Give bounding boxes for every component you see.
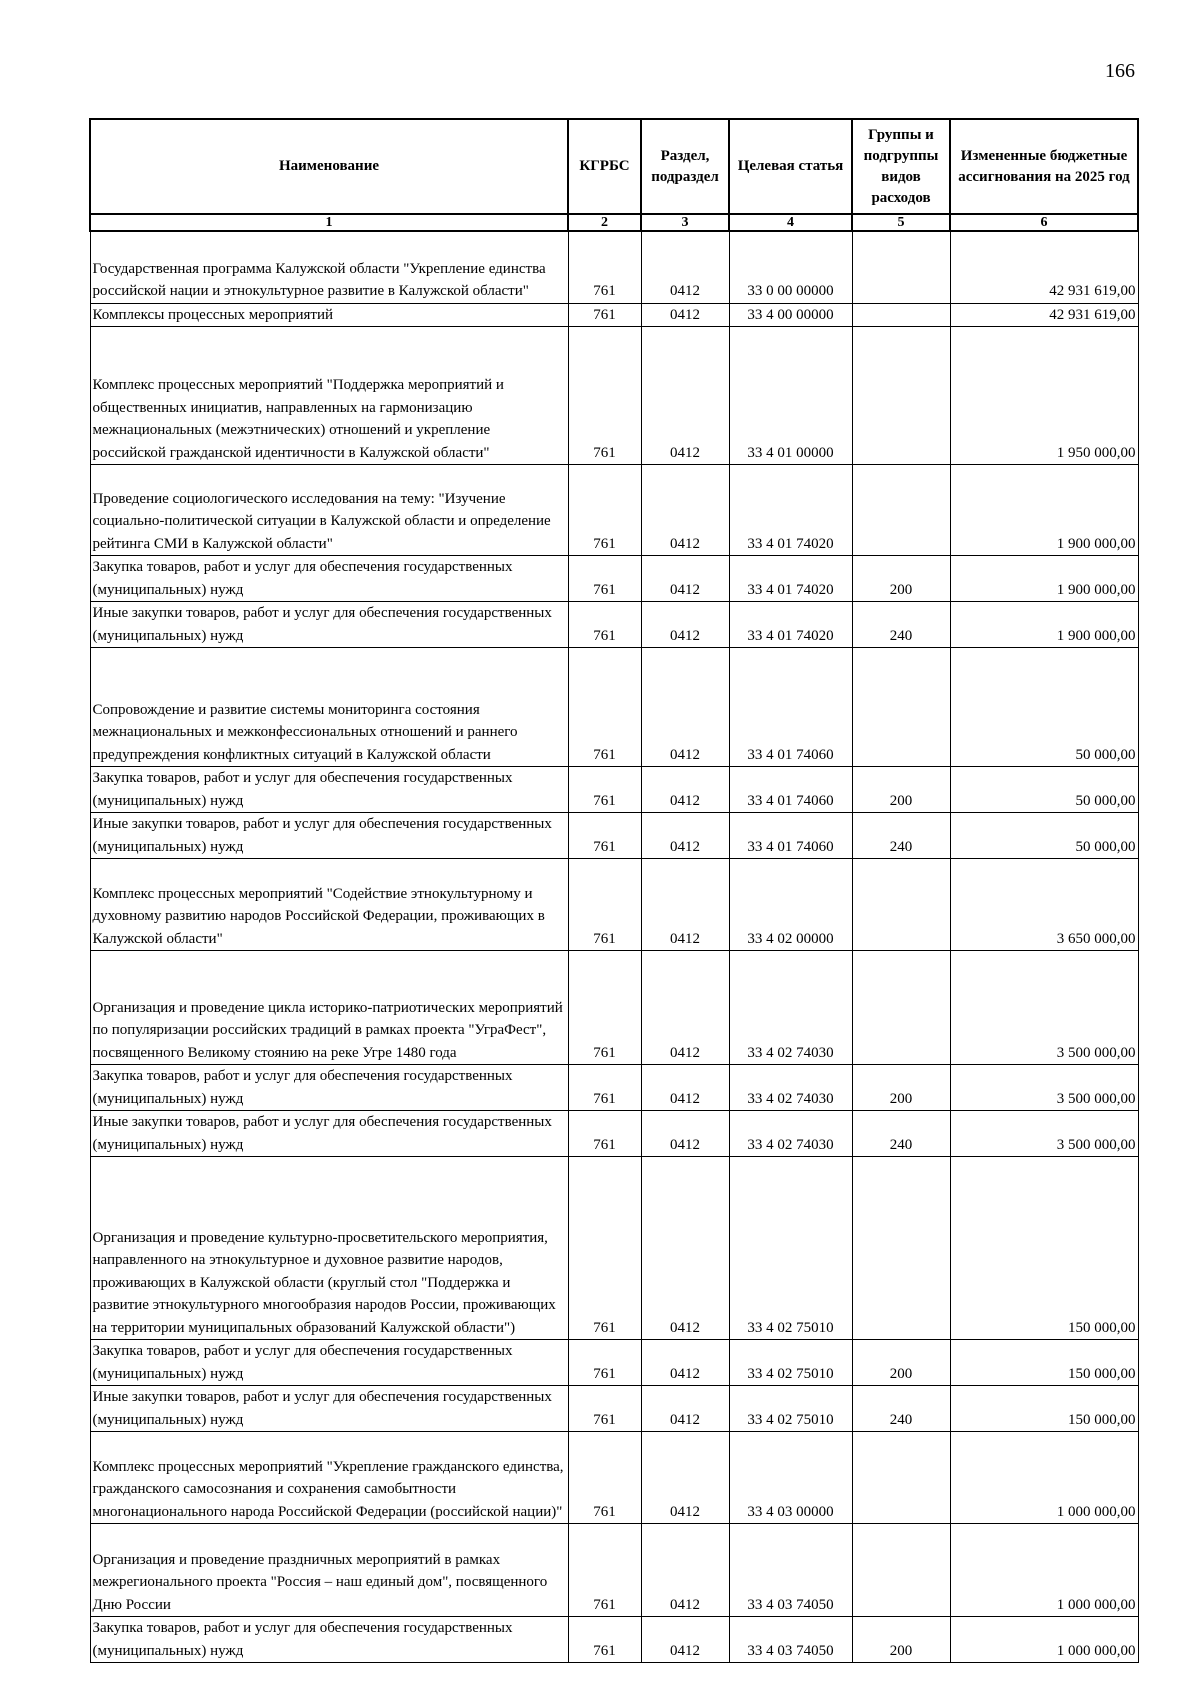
row-expense-group (852, 648, 950, 767)
row-name: Иные закупки товаров, работ и услуг для обеспечения государственных (муниципальных) нужд (90, 602, 568, 648)
row-section: 0412 (641, 648, 729, 767)
row-amount: 1 900 000,00 (950, 556, 1138, 602)
page-number: 166 (1105, 60, 1135, 82)
row-target-article: 33 4 02 75010 (729, 1157, 852, 1340)
row-section: 0412 (641, 767, 729, 813)
table-body (90, 231, 1138, 1663)
header-expense-group: Группы и подгруппы видов расходов (852, 119, 950, 214)
table-row (90, 767, 1138, 813)
row-amount: 3 500 000,00 (950, 1065, 1138, 1111)
table-row (90, 1432, 1138, 1524)
row-section: 0412 (641, 231, 729, 303)
row-expense-group (852, 465, 950, 556)
row-kgrbs: 761 (568, 951, 641, 1065)
row-name: Организация и проведение цикла историко-патриотических мероприятий по популяризации российских традиций в рамках проекта "УграФест", посвященного Великому стоянию на реке Угре 1480 года (90, 951, 568, 1065)
row-section: 0412 (641, 1386, 729, 1432)
row-kgrbs: 761 (568, 1340, 641, 1386)
row-amount: 1 900 000,00 (950, 602, 1138, 648)
row-kgrbs: 761 (568, 859, 641, 951)
row-expense-group: 240 (852, 813, 950, 859)
row-kgrbs: 761 (568, 556, 641, 602)
row-target-article: 33 4 01 74060 (729, 648, 852, 767)
row-target-article: 33 4 03 00000 (729, 1432, 852, 1524)
row-kgrbs: 761 (568, 465, 641, 556)
row-kgrbs: 761 (568, 231, 641, 303)
row-target-article: 33 4 02 00000 (729, 859, 852, 951)
row-kgrbs: 761 (568, 303, 641, 327)
row-amount: 3 500 000,00 (950, 951, 1138, 1065)
column-number: 4 (729, 214, 852, 231)
row-target-article: 33 4 01 74060 (729, 813, 852, 859)
table-row (90, 465, 1138, 556)
row-section: 0412 (641, 303, 729, 327)
row-target-article: 33 4 01 74020 (729, 465, 852, 556)
row-expense-group: 200 (852, 1340, 950, 1386)
row-target-article: 33 4 01 74020 (729, 556, 852, 602)
row-expense-group (852, 303, 950, 327)
row-kgrbs: 761 (568, 813, 641, 859)
column-number: 1 (90, 214, 568, 231)
row-target-article: 33 4 03 74050 (729, 1617, 852, 1663)
row-target-article: 33 4 02 74030 (729, 1111, 852, 1157)
row-section: 0412 (641, 602, 729, 648)
row-expense-group: 240 (852, 1386, 950, 1432)
row-name: Организация и проведение культурно-просветительского мероприятия, направленного на этнокультурное и духовное развитие народов, проживающих в Калужской области (круглый стол "Поддержка и развитие этнокультурного многообразия народов России, проживающих на территории муниципальных образований Калужской области") (90, 1157, 568, 1340)
row-name: Проведение социологического исследования на тему: "Изучение социально-политической ситуации в Калужской области и определение рейтинга СМИ в Калужской области" (90, 465, 568, 556)
row-expense-group (852, 231, 950, 303)
row-kgrbs: 761 (568, 1432, 641, 1524)
row-target-article: 33 4 01 00000 (729, 327, 852, 465)
table-row (90, 951, 1138, 1065)
row-section: 0412 (641, 327, 729, 465)
row-target-article: 33 0 00 00000 (729, 231, 852, 303)
row-amount: 42 931 619,00 (950, 231, 1138, 303)
table-row (90, 1340, 1138, 1386)
row-amount: 50 000,00 (950, 648, 1138, 767)
table-row (90, 1065, 1138, 1111)
header-target-article: Целевая статья (729, 119, 852, 214)
row-expense-group (852, 951, 950, 1065)
row-name: Закупка товаров, работ и услуг для обеспечения государственных (муниципальных) нужд (90, 767, 568, 813)
row-section: 0412 (641, 1617, 729, 1663)
row-name: Комплекс процессных мероприятий "Содействие этнокультурному и духовному развитию народов Российской Федерации, проживающих в Калужской области" (90, 859, 568, 951)
row-section: 0412 (641, 1340, 729, 1386)
table-row (90, 859, 1138, 951)
table-row (90, 602, 1138, 648)
row-kgrbs: 761 (568, 648, 641, 767)
row-target-article: 33 4 03 74050 (729, 1524, 852, 1617)
row-expense-group: 240 (852, 602, 950, 648)
row-name: Комплекс процессных мероприятий "Укрепление гражданского единства, гражданского самосознания и сохранения самобытности многонационального народа Российской Федерации (российской нации)" (90, 1432, 568, 1524)
header-section: Раздел, подраздел (641, 119, 729, 214)
row-expense-group (852, 1524, 950, 1617)
row-name: Закупка товаров, работ и услуг для обеспечения государственных (муниципальных) нужд (90, 556, 568, 602)
row-target-article: 33 4 01 74060 (729, 767, 852, 813)
row-expense-group: 200 (852, 556, 950, 602)
header-kgrbs: КГРБС (568, 119, 641, 214)
row-name: Комплексы процессных мероприятий (90, 303, 568, 327)
row-target-article: 33 4 00 00000 (729, 303, 852, 327)
table-row (90, 648, 1138, 767)
row-expense-group: 240 (852, 1111, 950, 1157)
row-target-article: 33 4 02 74030 (729, 951, 852, 1065)
table-row (90, 231, 1138, 303)
row-name: Закупка товаров, работ и услуг для обеспечения государственных (муниципальных) нужд (90, 1065, 568, 1111)
row-section: 0412 (641, 1157, 729, 1340)
row-name: Организация и проведение праздничных мероприятий в рамках межрегионального проекта "Россия – наш единый дом", посвященного Дню России (90, 1524, 568, 1617)
row-target-article: 33 4 02 74030 (729, 1065, 852, 1111)
row-name: Иные закупки товаров, работ и услуг для обеспечения государственных (муниципальных) нужд (90, 1386, 568, 1432)
table-row (90, 813, 1138, 859)
header-name: Наименование (90, 119, 568, 214)
header-amount: Измененные бюджетные ассигнования на 2025 год (950, 119, 1138, 214)
table-row (90, 556, 1138, 602)
row-section: 0412 (641, 1111, 729, 1157)
row-expense-group: 200 (852, 1617, 950, 1663)
row-section: 0412 (641, 1065, 729, 1111)
column-number: 6 (950, 214, 1138, 231)
row-section: 0412 (641, 951, 729, 1065)
row-name: Закупка товаров, работ и услуг для обеспечения государственных (муниципальных) нужд (90, 1617, 568, 1663)
row-expense-group (852, 1432, 950, 1524)
row-section: 0412 (641, 465, 729, 556)
row-kgrbs: 761 (568, 1111, 641, 1157)
row-amount: 150 000,00 (950, 1386, 1138, 1432)
row-amount: 3 500 000,00 (950, 1111, 1138, 1157)
table-row (90, 303, 1138, 327)
row-amount: 150 000,00 (950, 1157, 1138, 1340)
row-name: Закупка товаров, работ и услуг для обеспечения государственных (муниципальных) нужд (90, 1340, 568, 1386)
column-number: 2 (568, 214, 641, 231)
row-kgrbs: 761 (568, 1065, 641, 1111)
column-number-row (90, 214, 1138, 231)
row-target-article: 33 4 02 75010 (729, 1340, 852, 1386)
row-expense-group: 200 (852, 767, 950, 813)
table-row (90, 1524, 1138, 1617)
row-kgrbs: 761 (568, 327, 641, 465)
row-name: Иные закупки товаров, работ и услуг для обеспечения государственных (муниципальных) нужд (90, 813, 568, 859)
row-kgrbs: 761 (568, 1386, 641, 1432)
row-kgrbs: 761 (568, 602, 641, 648)
row-expense-group (852, 859, 950, 951)
row-amount: 50 000,00 (950, 767, 1138, 813)
row-kgrbs: 761 (568, 1617, 641, 1663)
column-number: 5 (852, 214, 950, 231)
row-section: 0412 (641, 813, 729, 859)
row-amount: 150 000,00 (950, 1340, 1138, 1386)
table-row (90, 1157, 1138, 1340)
row-expense-group: 200 (852, 1065, 950, 1111)
table-row (90, 1617, 1138, 1663)
row-name: Иные закупки товаров, работ и услуг для обеспечения государственных (муниципальных) нужд (90, 1111, 568, 1157)
column-number: 3 (641, 214, 729, 231)
row-kgrbs: 761 (568, 1157, 641, 1340)
row-amount: 1 000 000,00 (950, 1617, 1138, 1663)
row-kgrbs: 761 (568, 767, 641, 813)
row-amount: 1 000 000,00 (950, 1432, 1138, 1524)
row-name: Государственная программа Калужской области "Укрепление единства российской нации и этнокультурное развитие в Калужской области" (90, 231, 568, 303)
row-amount: 50 000,00 (950, 813, 1138, 859)
row-kgrbs: 761 (568, 1524, 641, 1617)
table-row (90, 327, 1138, 465)
row-name: Комплекс процессных мероприятий "Поддержка мероприятий и общественных инициатив, направленных на гармонизацию межнациональных (межэтнических) отношений и укрепление российской гражданской идентичности в Калужской области" (90, 327, 568, 465)
row-expense-group (852, 1157, 950, 1340)
row-section: 0412 (641, 1524, 729, 1617)
table-row (90, 1111, 1138, 1157)
row-amount: 1 950 000,00 (950, 327, 1138, 465)
row-target-article: 33 4 02 75010 (729, 1386, 852, 1432)
row-amount: 42 931 619,00 (950, 303, 1138, 327)
row-expense-group (852, 327, 950, 465)
row-section: 0412 (641, 1432, 729, 1524)
row-amount: 3 650 000,00 (950, 859, 1138, 951)
row-amount: 1 000 000,00 (950, 1524, 1138, 1617)
row-section: 0412 (641, 556, 729, 602)
header-row (90, 119, 1138, 214)
row-target-article: 33 4 01 74020 (729, 602, 852, 648)
table-row (90, 1386, 1138, 1432)
budget-table (89, 118, 1139, 1663)
row-name: Сопровождение и развитие системы мониторинга состояния межнациональных и межконфессиональных отношений и раннего предупреждения конфликтных ситуаций в Калужской области (90, 648, 568, 767)
row-section: 0412 (641, 859, 729, 951)
row-amount: 1 900 000,00 (950, 465, 1138, 556)
